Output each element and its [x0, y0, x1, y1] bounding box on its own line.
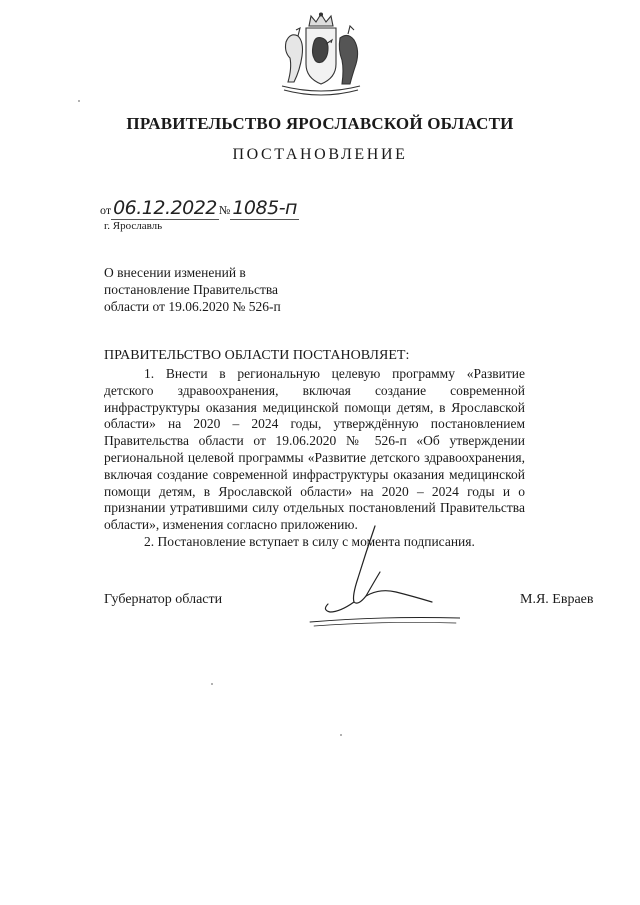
- scan-dot: [78, 100, 80, 102]
- handwritten-signature-icon: [300, 522, 460, 632]
- handwritten-number: 1085-п: [232, 197, 297, 219]
- government-title: ПРАВИТЕЛЬСТВО ЯРОСЛАВСКОЙ ОБЛАСТИ: [126, 114, 514, 133]
- scan-dot: [340, 734, 342, 736]
- decree-item: 1. Внести в региональную целевую программу «Развитие детского здравоохранения, включая создание современной инфраструктуры оказания медицинской помощи детям, в Ярославской области» на 2020 – 2024 годы, утверждённую постановлением Правительства области от 19.06.2020 № 526-п «Об утверждении региональной целевой программы «Развитие детского здравоохранения, включая создание современной инфраструктуры оказания медицинской помощи детям, в Ярославской области» на 2020 – 2024 годы и о признании утратившими силу отдельных постановлений Правительства области», изменения согласно приложению.: [104, 366, 525, 533]
- registration-line: [100, 197, 299, 219]
- scan-dot: [211, 683, 213, 685]
- document-subject: О внесении изменений в постановление Правительства области от 19.06.2020 № 526-п: [104, 265, 281, 314]
- city: г. Ярославль: [104, 220, 163, 232]
- number-prefix: №: [218, 203, 231, 217]
- date-prefix: от: [100, 203, 112, 217]
- signatory-role: Губернатор области: [104, 592, 223, 607]
- handwritten-date: 06.12.2022: [113, 197, 217, 219]
- decree-item: 2. Постановление вступает в силу с момента подписания.: [144, 533, 475, 549]
- document-type: ПОСТАНОВЛЕНИЕ: [232, 146, 408, 163]
- coat-of-arms-icon: [276, 12, 366, 98]
- signatory-name: М.Я. Евраев: [520, 592, 594, 607]
- decree-heading: ПРАВИТЕЛЬСТВО ОБЛАСТИ ПОСТАНОВЛЯЕТ:: [104, 348, 410, 363]
